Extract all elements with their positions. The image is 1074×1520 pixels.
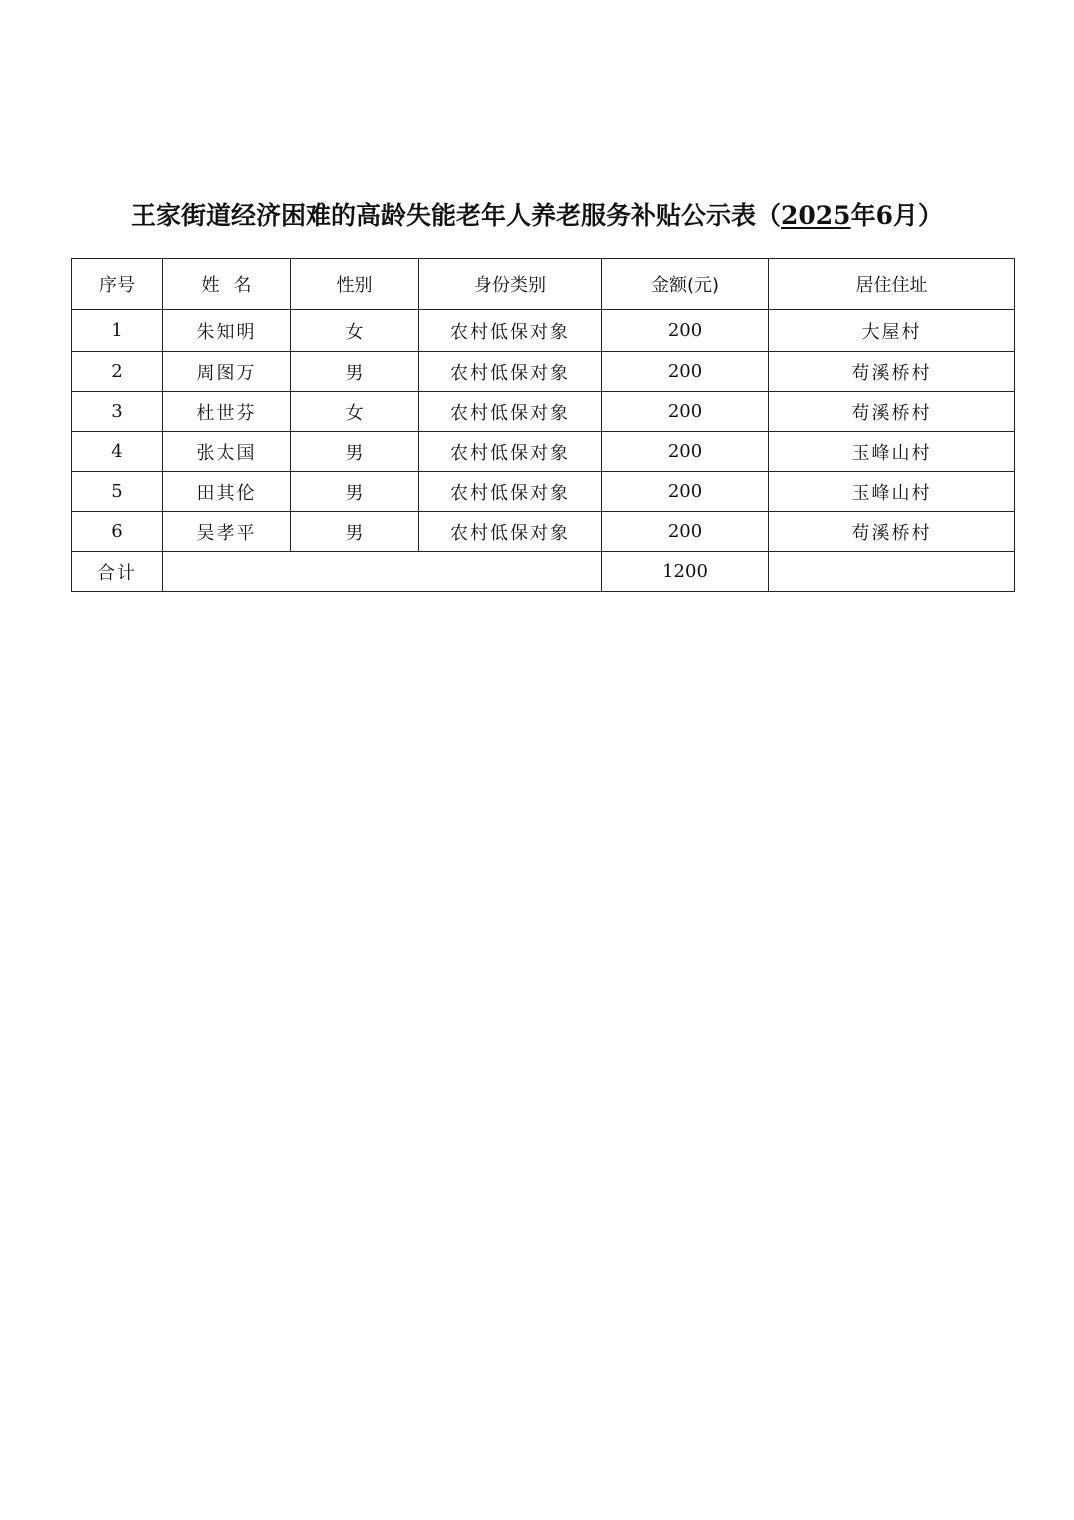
cell-amount: 200: [602, 472, 769, 512]
cell-amount: 200: [602, 512, 769, 552]
cell-name: 张太国: [163, 432, 291, 472]
cell-name: 田其伦: [163, 472, 291, 512]
header-no: 序号: [72, 259, 163, 310]
header-address: 居住住址: [769, 259, 1015, 310]
cell-category: 农村低保对象: [419, 352, 602, 392]
table-row: [72, 310, 1015, 352]
cell-name: 周图万: [163, 352, 291, 392]
cell-amount: 200: [602, 352, 769, 392]
total-amount: 1200: [602, 552, 769, 592]
header-name: 姓名: [163, 259, 291, 310]
table-row: [72, 472, 1015, 512]
table-header-row: [72, 259, 1015, 310]
cell-no: 1: [72, 310, 163, 352]
cell-category: 农村低保对象: [419, 472, 602, 512]
subsidy-table: [71, 258, 1015, 592]
page-title: [0, 196, 1074, 232]
cell-no: 4: [72, 432, 163, 472]
title-main: 王家街道经济困难的高龄失能老年人养老服务补贴公示表（: [130, 201, 781, 230]
cell-gender: 男: [291, 512, 419, 552]
cell-gender: 男: [291, 472, 419, 512]
header-gender: 性别: [291, 259, 419, 310]
header-amount: 金额(元): [602, 259, 769, 310]
cell-amount: 200: [602, 392, 769, 432]
cell-address: 玉峰山村: [769, 432, 1015, 472]
total-address-blank: [769, 552, 1015, 592]
cell-no: 5: [72, 472, 163, 512]
cell-address: 大屋村: [769, 310, 1015, 352]
total-label: 合计: [72, 552, 163, 592]
cell-category: 农村低保对象: [419, 310, 602, 352]
total-row: [72, 552, 1015, 592]
cell-amount: 200: [602, 432, 769, 472]
title-tail: 年6月）: [850, 201, 943, 230]
header-category: 身份类别: [419, 259, 602, 310]
table-row: [72, 512, 1015, 552]
cell-gender: 男: [291, 352, 419, 392]
cell-no: 6: [72, 512, 163, 552]
cell-gender: 女: [291, 310, 419, 352]
cell-name: 杜世芬: [163, 392, 291, 432]
cell-no: 3: [72, 392, 163, 432]
cell-category: 农村低保对象: [419, 392, 602, 432]
cell-gender: 女: [291, 392, 419, 432]
cell-category: 农村低保对象: [419, 512, 602, 552]
cell-name: 朱知明: [163, 310, 291, 352]
cell-address: 苟溪桥村: [769, 512, 1015, 552]
cell-address: 苟溪桥村: [769, 352, 1015, 392]
table-row: [72, 392, 1015, 432]
title-year: 2025: [781, 201, 851, 230]
cell-amount: 200: [602, 310, 769, 352]
table-row: [72, 352, 1015, 392]
cell-no: 2: [72, 352, 163, 392]
total-blank-cell: [163, 552, 602, 592]
table-row: [72, 432, 1015, 472]
cell-address: 苟溪桥村: [769, 392, 1015, 432]
cell-address: 玉峰山村: [769, 472, 1015, 512]
cell-gender: 男: [291, 432, 419, 472]
cell-category: 农村低保对象: [419, 432, 602, 472]
cell-name: 吴孝平: [163, 512, 291, 552]
